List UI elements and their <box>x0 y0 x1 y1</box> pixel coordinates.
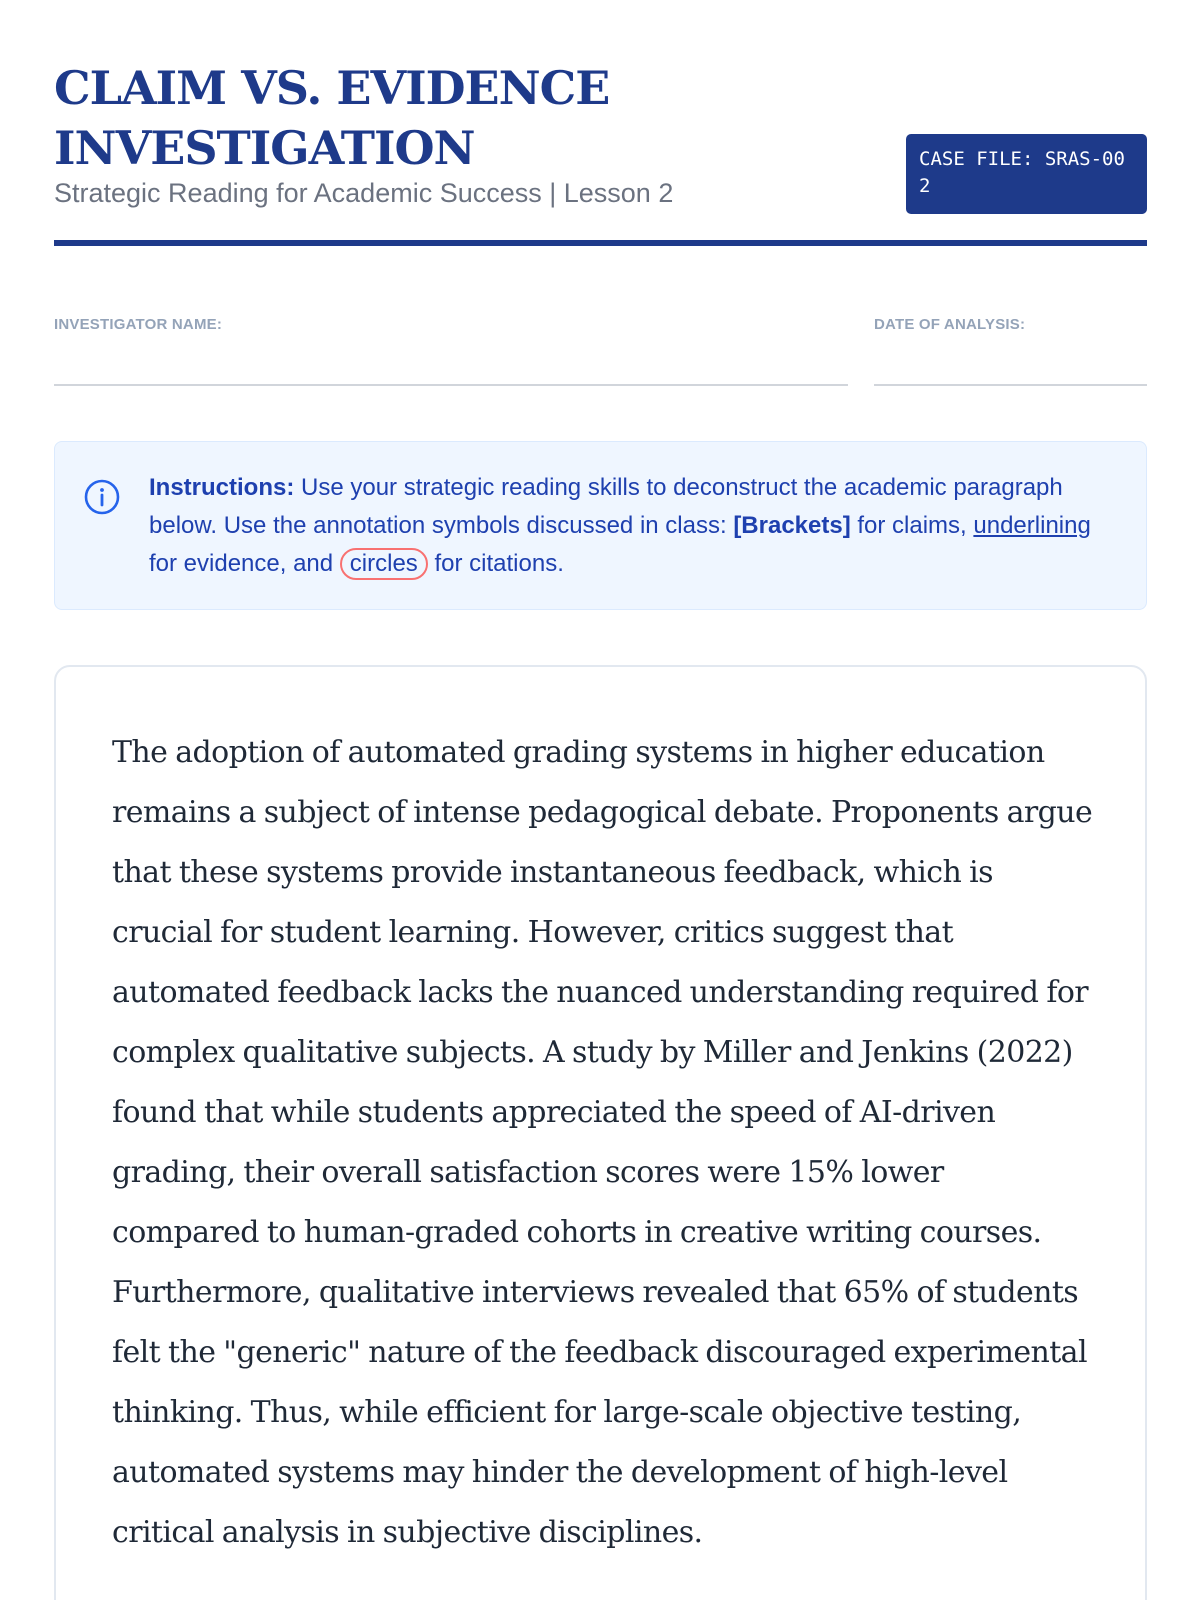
instructions-part-3: for evidence, and <box>149 550 340 577</box>
academic-paragraph: The adoption of automated grading systems in higher education remains a subject of intense pedagogical debate. Proponents argue that these systems provide instantaneous feedback, which is crucial for student learning. However, critics suggest that automated feedback lacks the nuanced understanding required for complex qualitative subjects. A study by Miller and Jenkins (2022) found that while students appreciated the speed of AI-driven grading, their overall satisfaction scores were 15% lower compared to human-graded cohorts in creative writing courses. Furthermore, qualitative interviews revealed that 65% of students felt the "generic" nature of the feedback discouraged experimental thinking. Thus, while efficient for large-scale objective testing, automated systems may hinder the development of high-level critical analysis in subjective disciplines. <box>112 735 1093 1550</box>
instructions-box <box>54 441 1147 610</box>
brackets-symbol: [Brackets] <box>733 512 851 539</box>
circles-symbol: circles <box>340 548 428 580</box>
instructions-part-4: for citations. <box>427 550 564 577</box>
instructions-lead: Instructions: <box>149 474 295 501</box>
instructions-part-1: Use your strategic reading skills to deconstruct the academic paragraph below. Use the annotation symbols discussed in class: <box>149 474 1063 539</box>
date-of-analysis-field[interactable] <box>874 316 1147 334</box>
worksheet-header <box>54 58 1147 248</box>
date-of-analysis-label: DATE OF ANALYSIS: <box>874 316 1026 333</box>
header-divider <box>54 240 1147 246</box>
worksheet-page <box>54 0 1147 1600</box>
instructions-part-2: for claims, <box>850 512 974 539</box>
page-title: CLAIM VS. EVIDENCE INVESTIGATION <box>54 61 610 175</box>
date-of-analysis-line[interactable] <box>874 384 1147 386</box>
investigator-name-line[interactable] <box>54 384 848 386</box>
info-icon <box>83 478 121 516</box>
case-file-badge: CASE FILE: SRAS-002 <box>906 134 1147 214</box>
underlining-symbol: underlining <box>973 512 1091 539</box>
passage-card <box>54 665 1147 1600</box>
instructions-text <box>149 469 1114 583</box>
investigator-name-label: INVESTIGATOR NAME: <box>54 316 223 333</box>
investigator-name-field[interactable] <box>54 316 848 334</box>
page-subtitle: Strategic Reading for Academic Success | Lesson 2 <box>54 178 674 208</box>
